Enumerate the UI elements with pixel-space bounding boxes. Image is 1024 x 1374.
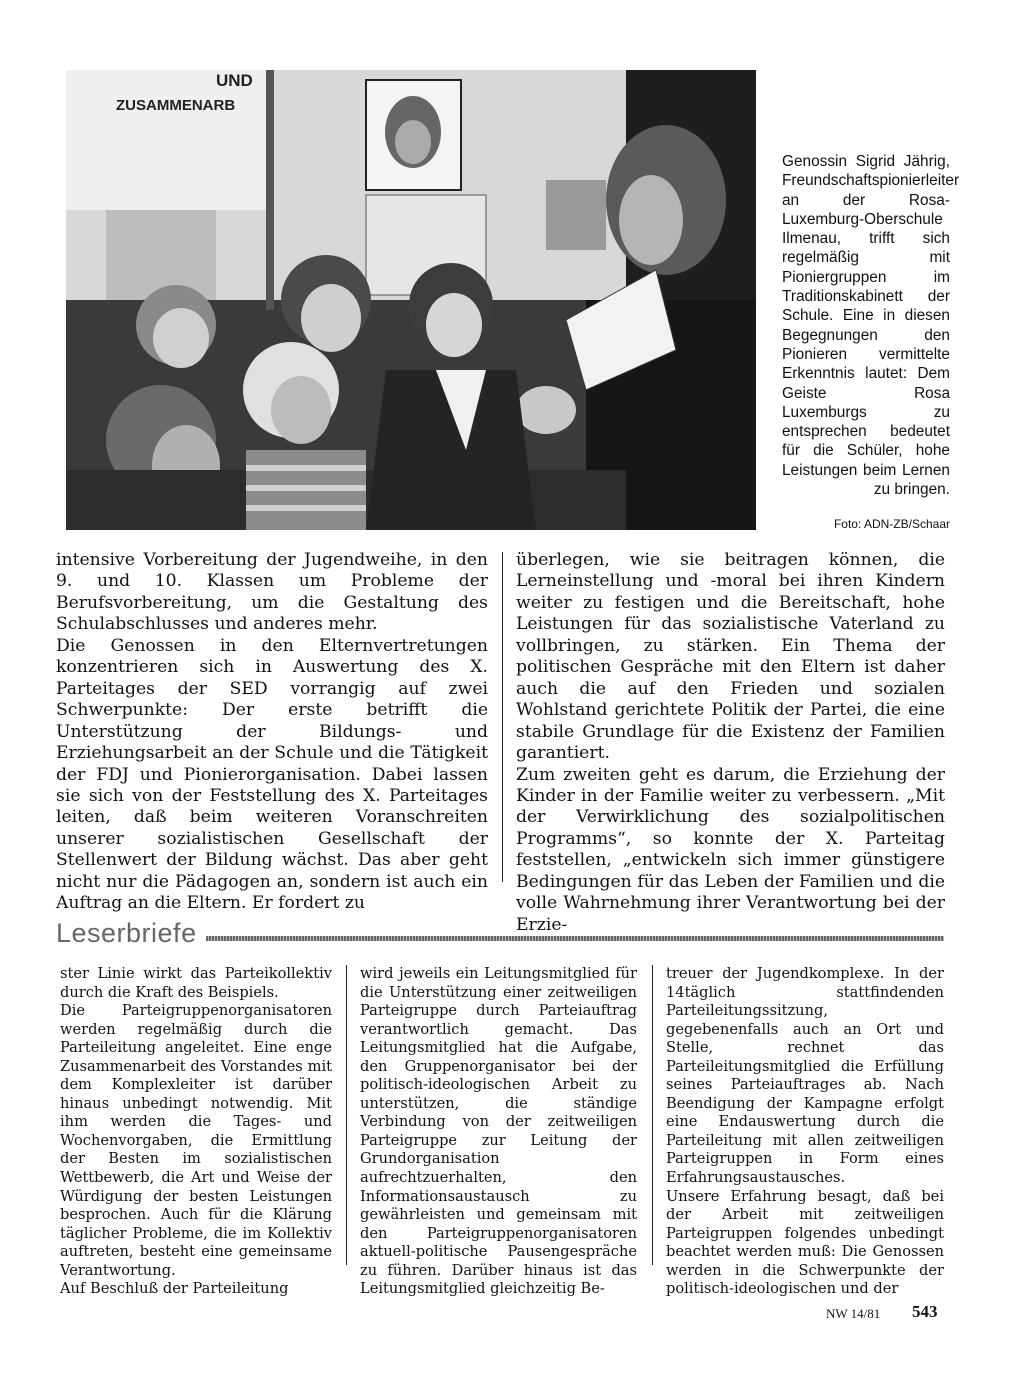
column-divider bbox=[346, 965, 347, 1265]
photo-credit: Foto: ADN-ZB/Schaar bbox=[833, 517, 950, 531]
paragraph: Auf Beschluß der Parteileitung bbox=[60, 1280, 289, 1298]
section-heading: Leserbriefe bbox=[56, 918, 197, 948]
photo-caption: Genossin Sigrid Jährig, Freundschaftspionierleiter an der Rosa-Luxemburg-Oberschule Ilmenau, trifft sich regelmäßig mit Pioniergruppen im Traditionskabinett der Schule. Eine in diesen Begegnungen den Pionieren vermittelte Erkenntnis lautet: Dem Geiste Rosa Luxemburgs zu entsprechen bedeutet für die Schüler, hohe Leistungen beim Lernen zu bringen. bbox=[782, 153, 960, 499]
lower-column-3 bbox=[666, 965, 944, 1299]
lower-column-2 bbox=[360, 965, 637, 1299]
photo-illustration bbox=[66, 70, 756, 530]
paragraph: ster Linie wirkt das Parteikollektiv durch die Kraft des Beispiels. bbox=[60, 965, 332, 1001]
lower-column-1 bbox=[60, 965, 332, 1299]
upper-left-column bbox=[56, 550, 488, 915]
issue-label: NW 14/81 bbox=[826, 1306, 881, 1321]
paragraph: intensive Vorbereitung der Jugendweihe, in den 9. und 10. Klassen um Probleme der Berufsvorbereitung, um die Gestaltung des Schulabschlusses und anderes mehr. bbox=[56, 550, 488, 635]
column-divider bbox=[652, 965, 653, 1265]
column-divider bbox=[502, 552, 503, 882]
paragraph: Die Genossen in den Elternvertretungen konzentrieren sich in Auswertung des X. Parteitages der SED vorrangig auf zwei Schwerpunkte: Der erste betrifft die Unterstützung der Bildungs- und Erziehungsarbeit an der Schule und die Tätigkeit der FDJ und Pionierorganisation. Dabei lassen sie sich von der Feststellung des X. Parteitages leiten, daß beim weiteren Voranschreiten unserer sozialistischen Gesellschaft der Stellenwert der Bildung wächst. Das aber geht nicht nur die Pädagogen an, sondern ist auch ein Auftrag an die Eltern. Er fordert zu bbox=[56, 635, 488, 914]
poster-text-1: UND bbox=[216, 71, 253, 90]
paragraph: treuer der Jugendkomplexe. In der 14täglich stattfindenden Parteileitungssitzung, gegebenenfalls auch an Ort und Stelle, rechnet das Parteileitungsmitglied die Erfüllung seines Parteiauftrages ab. Nach Beendigung der Kampagne erfolgt eine Endauswertung durch die Parteileitung mit allen zeitweiligen Parteigruppen in Form eines Erfahrungsaustausches. bbox=[666, 965, 944, 1187]
page-number: 543 bbox=[912, 1302, 938, 1321]
paragraph: Die Parteigruppenorganisatoren werden regelmäßig durch die Parteileitung angeleitet. Eine enge Zusammenarbeit des Vorstandes mit dem Komplexleiter ist darüber hinaus unbedingt notwendig. Mit ihm werden die Tages- und Wochenvorgaben, die Ermittlung der Besten im sozialistischen Wettbewerb, die Art und Weise der Würdigung der besten Leistungen besprochen. Auch für die Klärung täglicher Probleme, die im Kollektiv auftreten, besteht eine gemeinsame Verantwortung. bbox=[60, 1002, 332, 1279]
poster-text-2: ZUSAMMENARB bbox=[116, 97, 236, 114]
upper-right-column bbox=[516, 550, 945, 936]
paragraph: Zum zweiten geht es darum, die Erziehung der Kinder in der Familie weiter zu verbessern. „Mit der Verwirklichung des sozialpolitischen Programms“, so konnte der X. Parteitag feststellen, „entwickeln sich immer günstigere Bedingungen für das Leben der Familien und die volle Wahrnehmung ihrer Verantwortung bei der Erzie- bbox=[516, 764, 945, 935]
article-photo bbox=[66, 70, 756, 530]
paragraph: überlegen, wie sie beitragen können, die Lerneinstellung und -moral bei ihren Kindern weiter zu festigen und die Bereitschaft, hohe Leistungen für das sozialistische Vaterland zu vollbringen, zu stärken. Ein Thema der politischen Gespräche mit den Eltern ist daher auch die auf den Frieden und sozialen Wohlstand gerichtete Politik der Partei, die eine stabile Grundlage für die Existenz der Familien garantiert. bbox=[516, 550, 945, 764]
paragraph: wird jeweils ein Leitungsmitglied für die Unterstützung einer zeitweiligen Parteigruppe durch Parteiauftrag verantwortlich gemacht. Das Leitungsmitglied hat die Aufgabe, den Gruppenorganisator bei der politisch-ideologischen Arbeit zu unterstützen, die ständige Verbindung von der zeitweiligen Parteigruppe zur Leitung der Grundorganisation aufrechtzuerhalten, den Informationsaustausch zu gewährleisten und gemeinsam mit den Parteigruppenorganisatoren aktuell-politische Pausengespräche zu führen. Darüber hinaus ist das Leitungsmitglied gleichzeitig Be- bbox=[360, 965, 637, 1298]
paragraph: Unsere Erfahrung besagt, daß bei der Arbeit mit zeitweiligen Parteigruppen folgendes unbedingt beachtet werden muß: Die Genossen werden in die Schwerpunkte der politisch-ideologischen und der bbox=[666, 1187, 944, 1298]
heading-rule bbox=[206, 936, 944, 941]
